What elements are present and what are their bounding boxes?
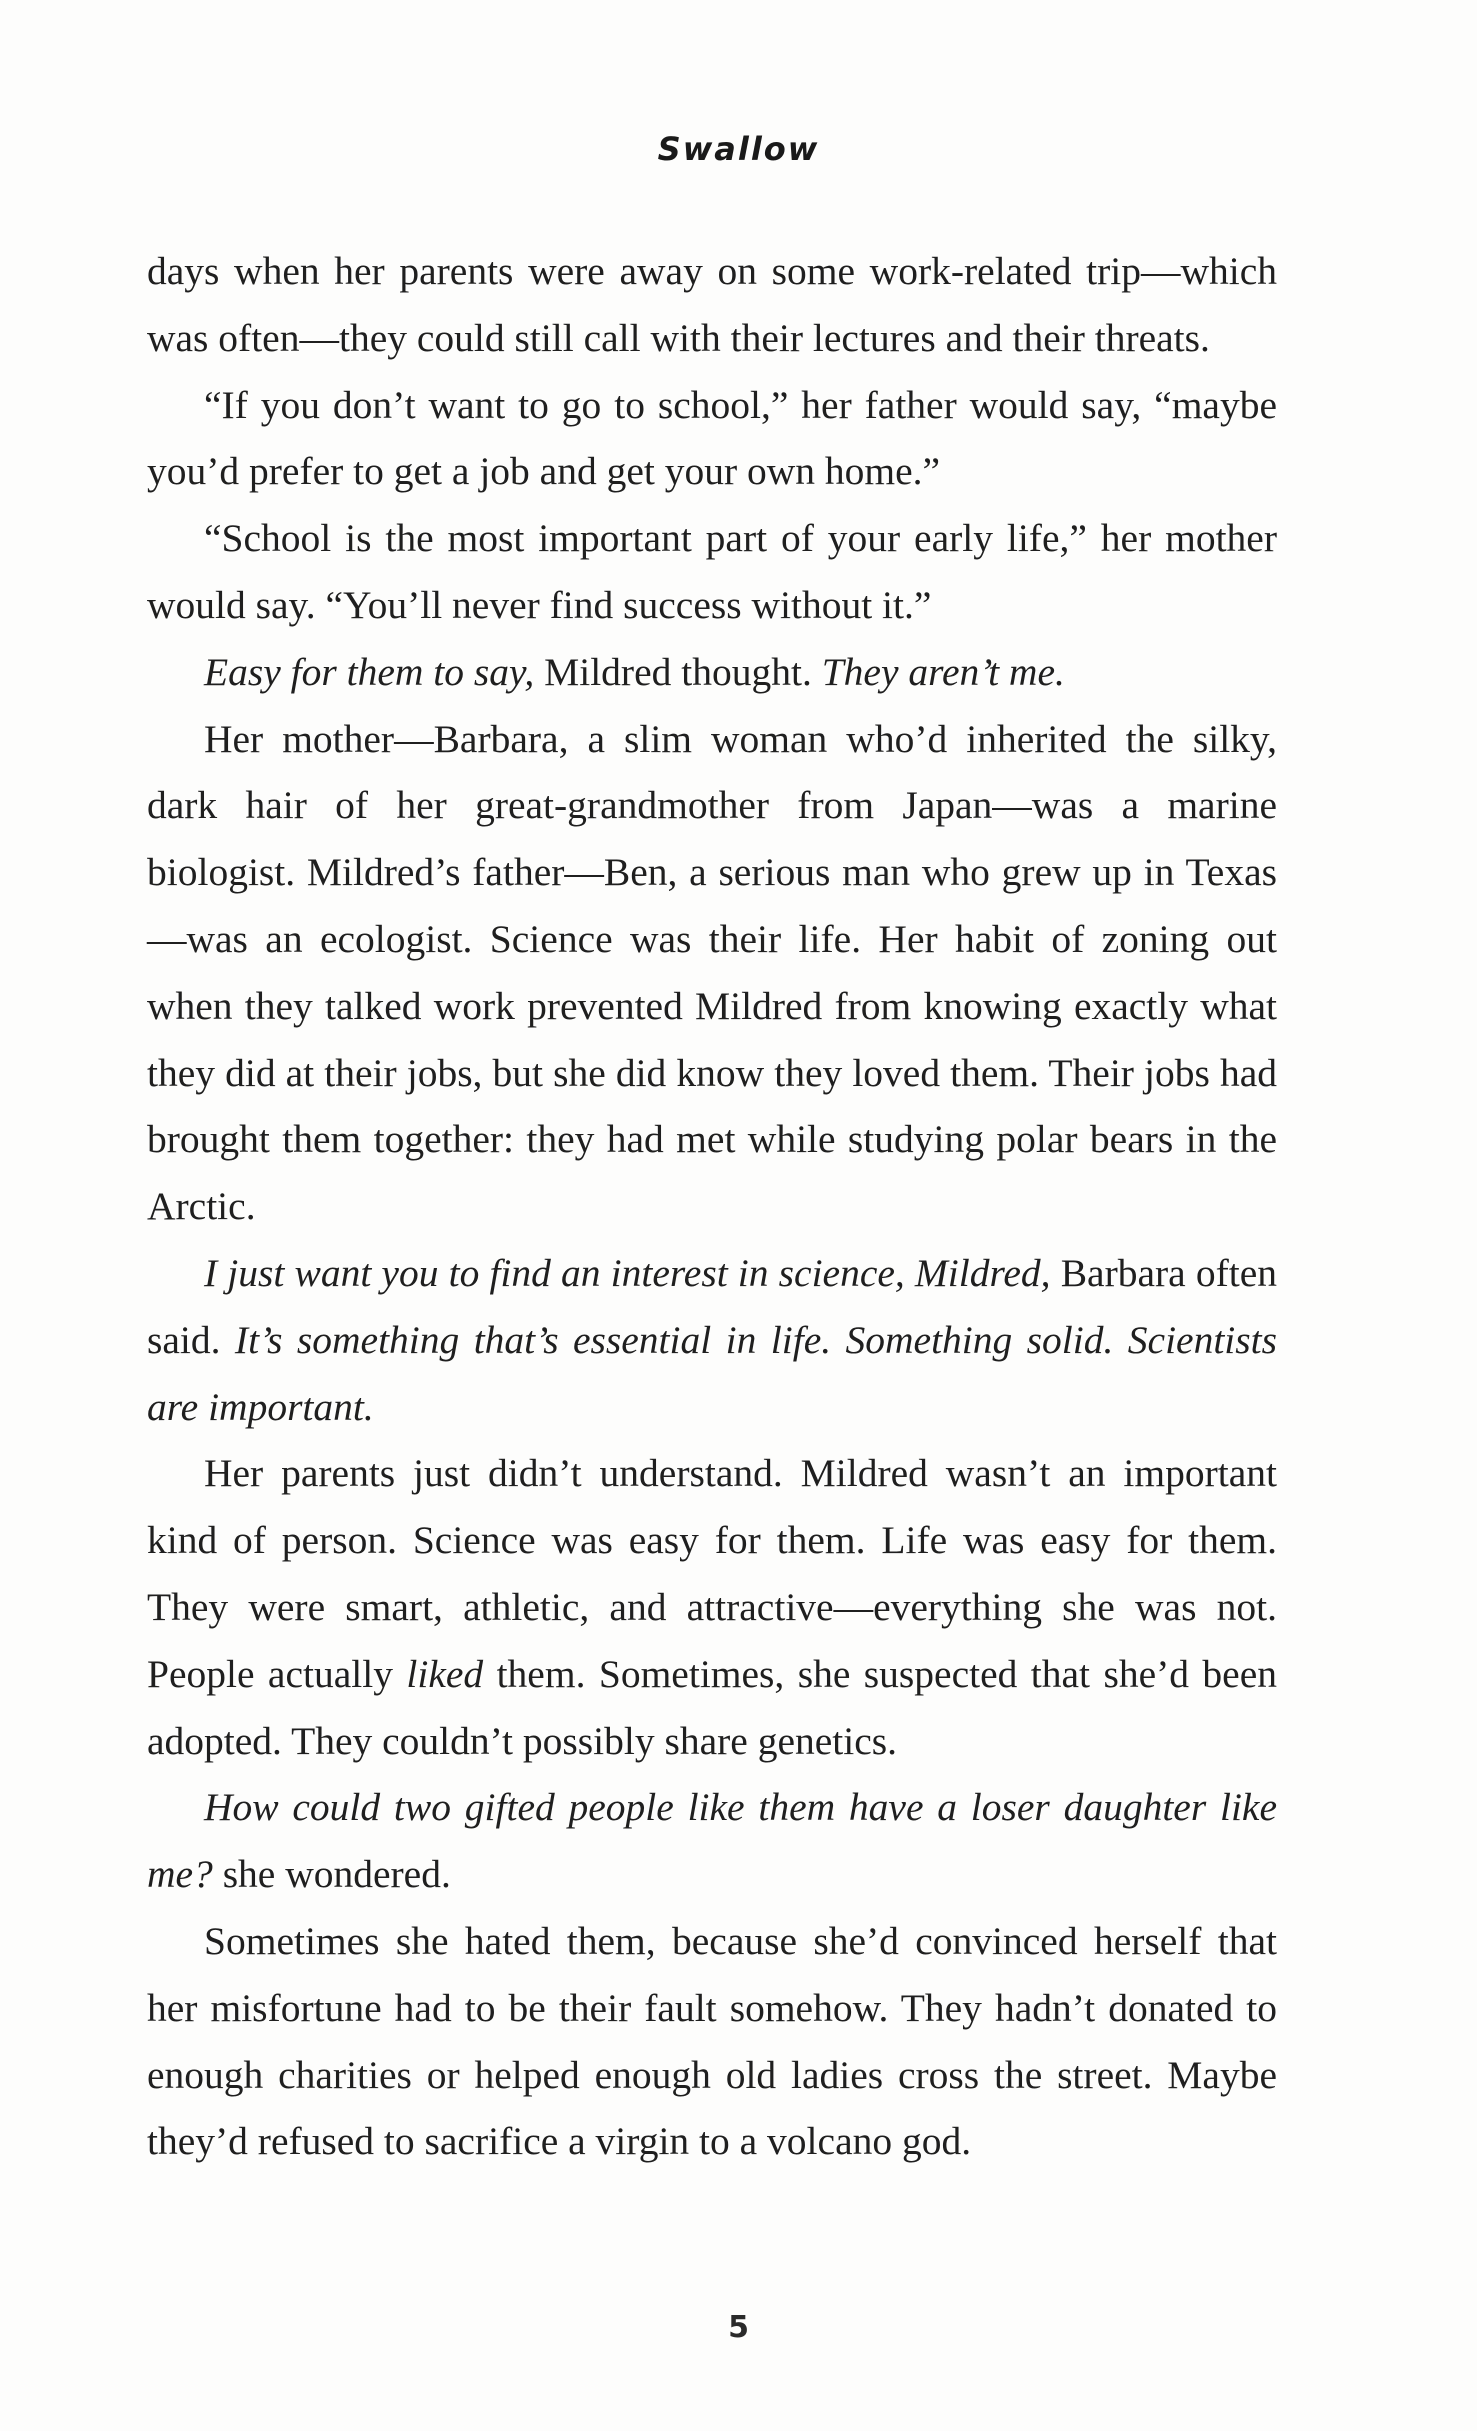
text-run: she wondered. bbox=[212, 1852, 451, 1897]
text-run: Sometimes she hated them, because she’d convinced herself that her misfortune had to be their fault somehow. They hadn’t donated to enough charities or helped enough old ladies cross the street. Maybe they’d refused to sacrifice a virgin to a volcano god. bbox=[147, 1918, 1277, 2164]
text-run: Barbara often said. bbox=[147, 1250, 1277, 1362]
paragraph-2 bbox=[147, 372, 1277, 506]
body-text bbox=[147, 238, 1277, 2175]
text-run: Her mother—Barbara, a slim woman who’d inherited the silky, dark hair of her great-grandmother from Japan—was a marine biologist. Mildred’s father—Ben, a serious man who grew up in Texas—was an ecologist. Science was their life. Her habit of zoning out when they talked work prevented Mildred from knowing exactly what they did at their jobs, but she did know they loved them. Their jobs had brought them together: they had met while studying polar bears in the Arctic. bbox=[147, 716, 1277, 1229]
paragraph-1 bbox=[147, 238, 1277, 372]
paragraph-6 bbox=[147, 1240, 1277, 1440]
italic-run: How could two gifted people like them have a loser daughter like me? bbox=[147, 1785, 1277, 1897]
text-run: days when her parents were away on some work-related trip—which was often—they could still call with their lectures and their threats. bbox=[147, 249, 1277, 360]
running-header-title: Swallow bbox=[657, 130, 820, 168]
italic-run: It’s something that’s essential in life. Something solid. Scientists are important. bbox=[147, 1317, 1277, 1429]
text-run: Mildred thought. bbox=[534, 649, 822, 694]
text-run: “School is the most important part of your early life,” her mother would say. “You’ll never find success without it.” bbox=[147, 516, 1277, 627]
italic-run: I just want you to find an interest in science, Mildred, bbox=[204, 1250, 1051, 1295]
text-run: Her parents just didn’t understand. Mildred wasn’t an important kind of person. Science was easy for them. Life was easy for them. They were smart, athletic, and attractive—everything she was not. People actually bbox=[147, 1451, 1277, 1696]
paragraph-7 bbox=[147, 1440, 1277, 1774]
italic-run: liked bbox=[406, 1651, 484, 1696]
italic-run: They aren’t me. bbox=[821, 649, 1065, 694]
paragraph-9 bbox=[147, 1908, 1277, 2175]
page-number: 5 bbox=[728, 2310, 749, 2345]
paragraph-8 bbox=[147, 1774, 1277, 1908]
text-run: “If you don’t want to go to school,” her father would say, “maybe you’d prefer to get a job and get your own home.” bbox=[147, 382, 1277, 494]
text-run: them. Sometimes, she suspected that she’d been adopted. They couldn’t possibly share genetics. bbox=[147, 1651, 1277, 1763]
paragraph-5 bbox=[147, 706, 1277, 1240]
paragraph-3 bbox=[147, 505, 1277, 639]
italic-run: Easy for them to say, bbox=[204, 649, 535, 694]
paragraph-4 bbox=[147, 639, 1277, 706]
